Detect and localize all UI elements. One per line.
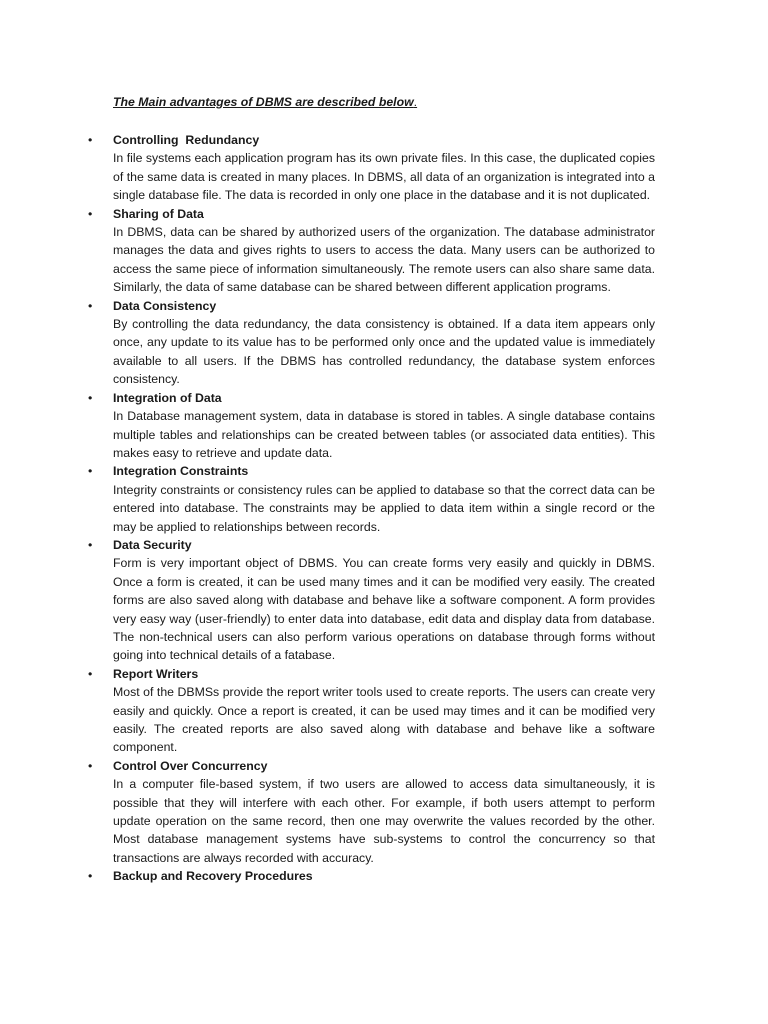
list-item bbox=[0, 205, 768, 297]
bullet-icon: • bbox=[88, 298, 93, 313]
bullet-icon: • bbox=[88, 133, 93, 147]
page-heading bbox=[113, 95, 417, 109]
bullet-icon: • bbox=[88, 758, 93, 773]
heading-period: . bbox=[413, 95, 418, 109]
item-title: Integration Constraints bbox=[113, 464, 249, 479]
bullet-icon: • bbox=[88, 537, 93, 552]
item-body: Integrity constraints or consistency rules can be applied to database so that the correct data can be entered into database. The constraints may be applied to data item within a single record or the may be applied to relationships between records. bbox=[113, 482, 655, 534]
bullet-icon: • bbox=[88, 869, 93, 884]
list-item bbox=[0, 297, 768, 389]
advantages-list bbox=[0, 131, 768, 886]
heading-text: The Main advantages of DBMS are described below bbox=[113, 95, 414, 109]
item-body: In file systems each application program has its own private files. In this case, the duplicated copies of the same data is created in many places. In DBMS, all data of an organization is integrated into a single database file. The data is recorded in only one place in the database and it is not duplicated. bbox=[113, 151, 655, 203]
item-body: In a computer file-based system, if two users are allowed to access data simultaneously, it is possible that they will interfere with each other. For example, if both users attempt to perform update operation on the same record, then one may overwrite the values recorded by the other. Most database management systems have sub-systems to control the concurrency so that transactions are always recorded with accuracy. bbox=[113, 777, 655, 865]
item-title: Report Writers bbox=[113, 666, 199, 681]
item-body: Most of the DBMSs provide the report writer tools used to create reports. The users can create very easily and quickly. Once a report is created, it can be used may times and it can be modified very easily. The created reports are also saved along with database and behave like a software component. bbox=[113, 685, 655, 755]
list-item bbox=[0, 665, 768, 757]
list-item bbox=[0, 757, 768, 867]
list-item bbox=[0, 536, 768, 665]
list-item bbox=[0, 131, 768, 205]
list-item bbox=[0, 389, 768, 463]
bullet-icon: • bbox=[88, 206, 93, 221]
item-title: Integration of Data bbox=[113, 390, 222, 405]
item-title: Control Over Concurrency bbox=[113, 758, 268, 773]
item-title: Data Security bbox=[113, 537, 192, 552]
bullet-icon: • bbox=[88, 464, 93, 479]
item-title: Backup and Recovery Procedures bbox=[113, 869, 313, 884]
item-body: Form is very important object of DBMS. You can create forms very easily and quickly in DBMS. Once a form is created, it can be used many times and it can be modified very easily. The created forms are also saved along with database and behave like a software component. A form provides very easy way (user-friendly) to enter data into database, edit data and display data from database. The non-technical users can also perform various operations on database through forms without going into technical details of a fatabase. bbox=[113, 556, 655, 663]
list-item bbox=[0, 462, 768, 536]
item-title: Data Consistency bbox=[113, 298, 217, 313]
bullet-icon: • bbox=[88, 666, 93, 681]
list-item bbox=[0, 867, 768, 885]
item-title: Sharing of Data bbox=[113, 206, 204, 221]
item-body: In DBMS, data can be shared by authorized users of the organization. The database administrator manages the data and gives rights to users to access the data. Many users can be authorized to access the same piece of information simultaneously. The remote users can also share same data. Similarly, the data of same database can be shared between different application programs. bbox=[113, 225, 655, 295]
bullet-icon: • bbox=[88, 390, 93, 405]
item-title: Controlling Redundancy bbox=[113, 133, 260, 147]
item-body: In Database management system, data in database is stored in tables. A single database contains multiple tables and relationships can be created between tables (or associated data entities). This makes easy to retrieve and update data. bbox=[113, 409, 655, 460]
item-body: By controlling the data redundancy, the data consistency is obtained. If a data item appears only once, any update to its value has to be performed only once and the updated value is immediately available to all users. If the DBMS has controlled redundancy, the database system enforces consistency. bbox=[113, 317, 655, 387]
